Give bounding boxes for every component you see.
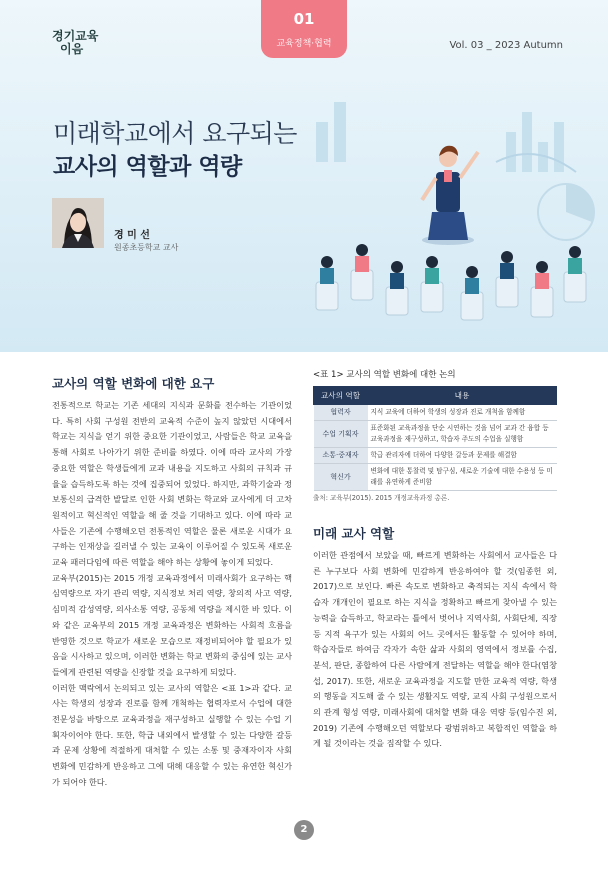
table-row [314,464,557,491]
table-cell-role: 소통·중재자 [314,448,368,464]
article-title-line2: 교사의 역할과 역량 [53,154,242,180]
table-row [314,448,557,464]
classroom-illustration [296,82,608,352]
table-header-row [314,387,557,405]
table-title: <표 1> 교사의 역할 변화에 대한 논의 [313,370,456,380]
table-cell-content: 지식 교육에 더하여 학생의 성장과 진로 개척을 함께함 [368,405,557,421]
section1-paragraph: 교육부(2015)는 2015 개정 교육과정에서 미래사회가 요구하는 핵심역량으로 자기 관리 역량, 지식정보 처리 역량, 창의적 사고 역량, 심미적 감성역량, 의사소통 역량, 공동체 역량을 제시한 바 있다. 이와 같은 교육부의 2015 개정 교육과정은 변화하는 사회적 흐름을 반영한 것으로 학교가 새로운 모습으로 재정비되어야 할 필요가 있음을 시사하고 있으며, 이러한 변화는 학교 변화의 중심에 있는 교사들에게 관련된 역량을 신장할 것을 요구하게 되었다. [52,572,292,677]
logo-line1: 경기교육 [52,29,99,43]
category-label: 교육정책·협력 [276,39,332,49]
section2-body [313,548,557,752]
table-cell-content: 표준화된 교육과정을 단순 시연하는 것을 넘어 교과 간 융합 등 교육과정을 재구성하고, 학습자 주도의 수업을 실행함 [368,421,557,448]
table-cell-role: 혁신가 [314,464,368,491]
category-tab [261,0,347,58]
article-title-line1: 미래학교에서 요구되는 [53,119,297,148]
table-row [314,421,557,448]
section1-paragraph: 전통적으로 학교는 기존 세대의 지식과 문화를 전수하는 기관이었다. 특히 사회 구성원 전반의 교육적 수준이 높지 않았던 시대에서 학교는 지식을 얻기 위한 중요한 기관이었고, 사람들은 학교 교육을 통해 사회로 나아가기 위한 준비를 하였다. 이에 따라 교사의 가장 중요한 역할은 학생들에게 교과 내용을 지도하고 사회의 규칙과 규율을 습득하도록 하는 것에 집중되어 있었다. 하지만, 과학기술과 정보통신의 급격한 발달로 인한 사회 변화는 학교와 교사에게 더 고차원적이고 혁신적인 역할을 해 줄 것을 기대하고 있다. 이에 따라 교사들은 기존에 수행해오던 전통적인 역할은 물론 새로운 시대가 요구하는 인재상을 길러낼 수 있는 교육이 이루어질 수 있도록 새로운 교육 패러다임에 따른 역할을 해야 하는 상황에 놓이게 되었다. [52,400,292,568]
author-name: 경 미 선 [114,230,150,241]
table-cell-content: 학급 관리자에 더하여 다양한 갈등과 문제를 해결함 [368,448,557,464]
author-photo [52,198,104,248]
hero-banner [0,0,608,352]
table-source: 출처: 교육부(2015). 2015 개정교육과정 총론. [313,494,450,502]
table-cell-role: 협력자 [314,405,368,421]
section2-paragraph: 이러한 관점에서 보았을 때, 빠르게 변화하는 사회에서 교사들은 다른 누구보다 사회 변화에 민감하게 반응하여야 할 것(임종헌 외, 2017)으로 보인다. 빠른 속도로 변화하고 축적되는 지식 속에서 학습자 개개인이 필요로 하는 지식을 정확하고 빠르게 찾아낼 수 있는 능력을 습득하고, 학교라는 틀에서 벗어나 지역사회, 사회단체, 직장 등 지적 욕구가 있는 사회의 어느 곳에서든 활동할 수 있어야 하며, 학습자들로 하여금 각자가 속한 삶과 사회의 영역에서 정보를 수집, 분석, 판단, 종합하여 다른 사람에게 전달하는 역할을 해야 한다(염창섭, 2017). 또한, 새로운 교육과정을 지도할 만한 교육적 역량, 학생의 행동을 지도해 줄 수 있는 생활지도 역량, 교직 사회 구성원으로서의 관계 형성 역량, 미래사회에 대처할 변화 대응 역량 등(임수진 외, 2019) 기존에 수행해오던 역할보다 광범위하고 복합적인 역할을 하게 될 것이라는 것을 짐작할 수 있다. [313,550,557,749]
table-row [314,405,557,421]
section1-heading: 교사의 역할 변화에 대한 요구 [52,376,215,391]
section2-heading: 미래 교사 역할 [313,526,395,541]
table-header-content: 내용 [368,387,557,405]
table-cell-content: 변화에 대한 통찰력 및 탐구심, 새로운 기술에 대한 수용성 등 미래를 유연하게 준비함 [368,464,557,491]
magazine-logo [52,30,102,56]
section1-paragraph: 이러한 맥락에서 논의되고 있는 교사의 역할은 <표 1>과 같다. 교사는 학생의 성장과 진로를 함께 개척하는 협력자로서 수업에 대한 전문성을 바탕으로 교육과정을 재구성하고 실행할 수 있는 수업 기획자이어야 한다. 또한, 학급 내외에서 발생할 수 있는 다양한 갈등과 문제 상황에 적절하게 대처할 수 있는 소통 및 중재자이자 사회 변화에 민감하게 반응하고 그에 대해 대응할 수 있는 유연한 혁신가가 되어야 한다. [52,682,292,787]
teacher-role-table [313,386,557,491]
author-role: 원종초등학교 교사 [114,243,179,252]
volume-info: Vol. 03 _ 2023 Autumn [449,40,563,51]
page-number: 2 [294,820,314,840]
logo-line2: 이음 [60,42,84,56]
table-cell-role: 수업 기획자 [314,421,368,448]
section1-body [52,398,292,791]
table-header-role: 교사의 역할 [314,387,368,405]
issue-number: 01 [293,10,315,28]
